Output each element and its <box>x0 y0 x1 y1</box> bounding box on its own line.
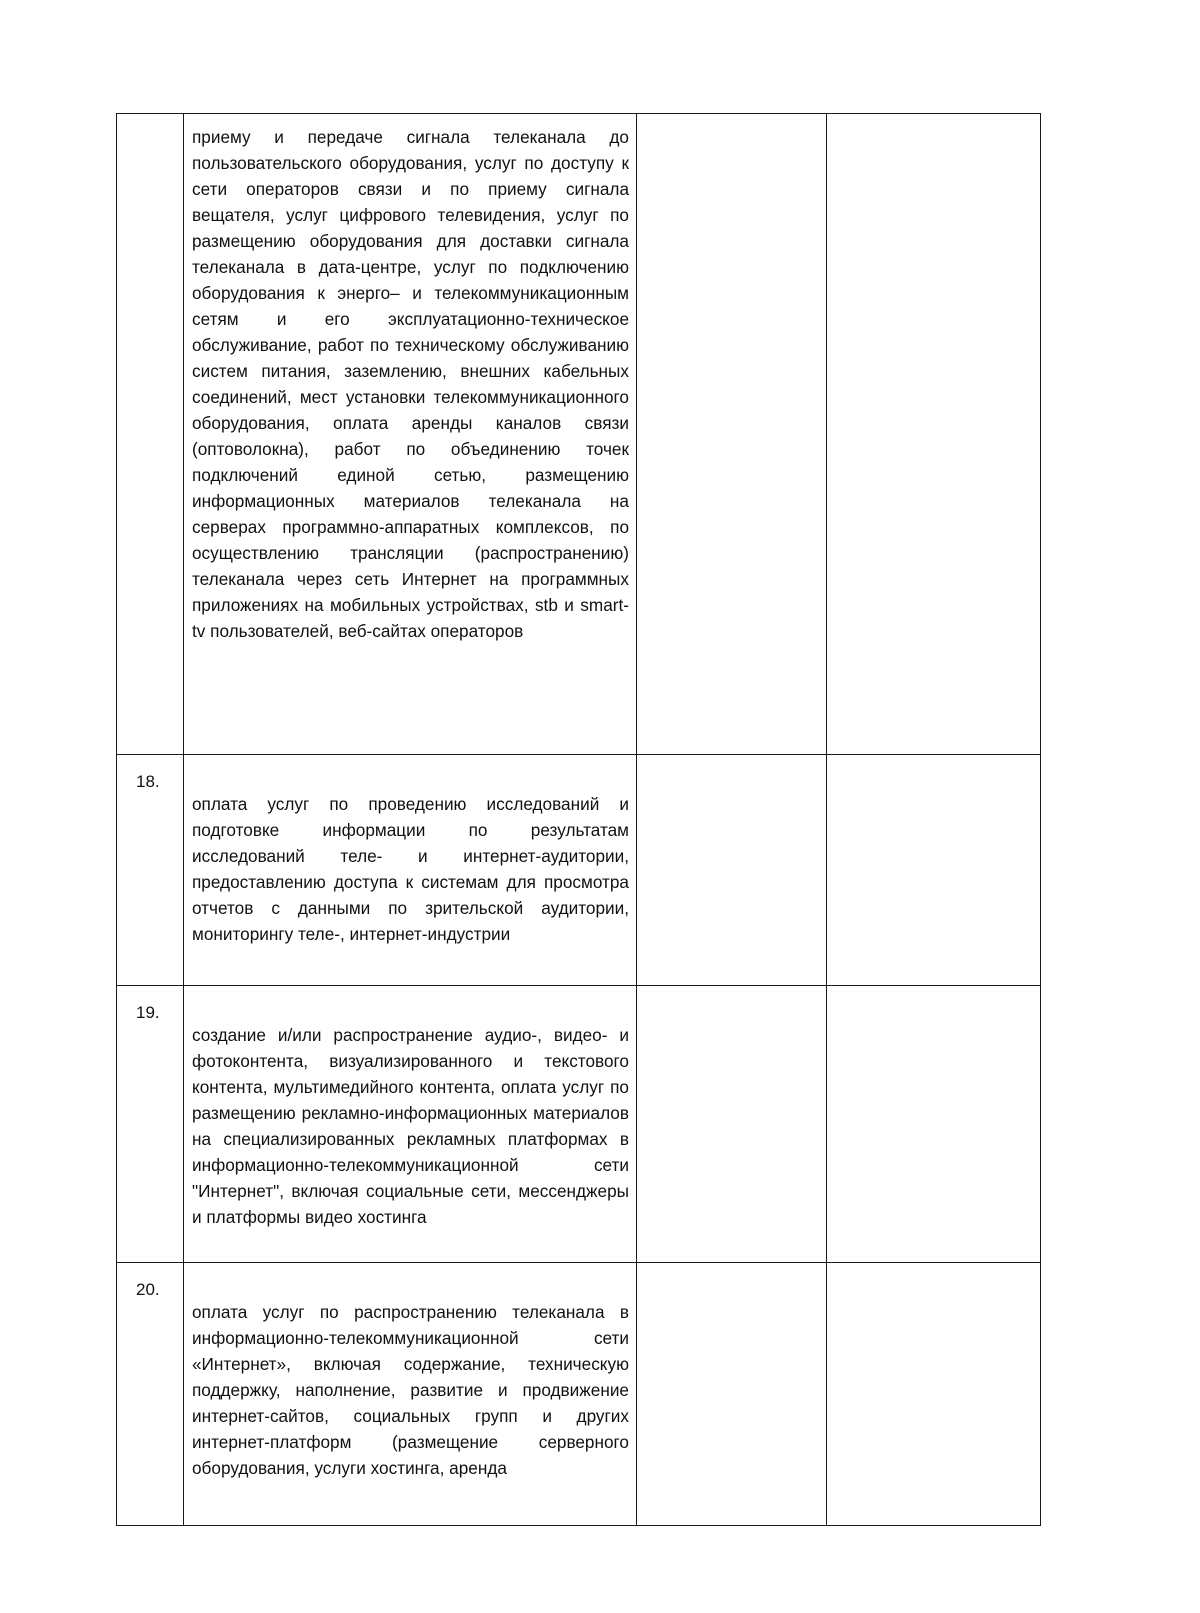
empty-cell <box>827 114 1041 755</box>
table-row <box>117 114 1041 755</box>
description-cell <box>184 755 637 986</box>
description-cell <box>184 114 637 755</box>
row-number: 20. <box>136 1280 160 1299</box>
row-number-cell <box>117 986 184 1263</box>
empty-cell <box>827 1263 1041 1526</box>
row-description: оплата услуг по проведению исследований и подготовке информации по результатам исследований теле- и интернет-аудитории, предоставлению доступа к системам для просмотра отчетов с данными по зрительской аудитории, мониторингу теле-, интернет-индустрии <box>192 794 629 944</box>
table-row <box>117 1263 1041 1526</box>
description-cell <box>184 986 637 1263</box>
empty-cell <box>827 755 1041 986</box>
row-number-cell <box>117 755 184 986</box>
services-table <box>116 113 1041 1526</box>
table-row <box>117 755 1041 986</box>
row-number-cell <box>117 114 184 755</box>
empty-cell <box>637 755 827 986</box>
row-number-cell <box>117 1263 184 1526</box>
row-number: 18. <box>136 772 160 791</box>
row-description: приему и передаче сигнала телеканала до пользовательского оборудования, услуг по доступу к сети операторов связи и по приему сигнала вещателя, услуг цифрового телевидения, услуг по размещению оборудования для доставки сигнала телеканала в дата-центре, услуг по подключению оборудования к энерго– и телекоммуникационным сетям и его эксплуатационно-техническое обслуживание, работ по техническому обслуживанию систем питания, заземлению, внешних кабельных соединений, мест установки телекоммуникационного оборудования, оплата аренды каналов связи (оптоволокна), работ по объединению точек подключений единой сетью, размещению информационных материалов телеканала на серверах программно-аппаратных комплексов, по осуществлению трансляции (распространению) телеканала через сеть Интернет на программных приложениях на мобильных устройствах, stb и smart-tv пользователей, веб-сайтах операторов <box>192 127 629 641</box>
empty-cell <box>637 114 827 755</box>
row-description: создание и/или распространение аудио-, видео- и фотоконтента, визуализированного и текстового контента, мультимедийного контента, оплата услуг по размещению рекламно-информационных материалов на специализированных рекламных платформах в информационно-телекоммуникационной сети "Интернет", включая социальные сети, мессенджеры и платформы видео хостинга <box>192 1025 629 1227</box>
row-number: 19. <box>136 1003 160 1022</box>
row-number <box>117 114 183 128</box>
row-description: оплата услуг по распространению телеканала в информационно-телекоммуникационной сети «Интернет», включая содержание, техническую поддержку, наполнение, развитие и продвижение интернет-сайтов, социальных групп и других интернет-платформ (размещение серверного оборудования, услуги хостинга, аренда <box>192 1302 629 1478</box>
empty-cell <box>827 986 1041 1263</box>
empty-cell <box>637 1263 827 1526</box>
table-row <box>117 986 1041 1263</box>
description-cell <box>184 1263 637 1526</box>
empty-cell <box>637 986 827 1263</box>
